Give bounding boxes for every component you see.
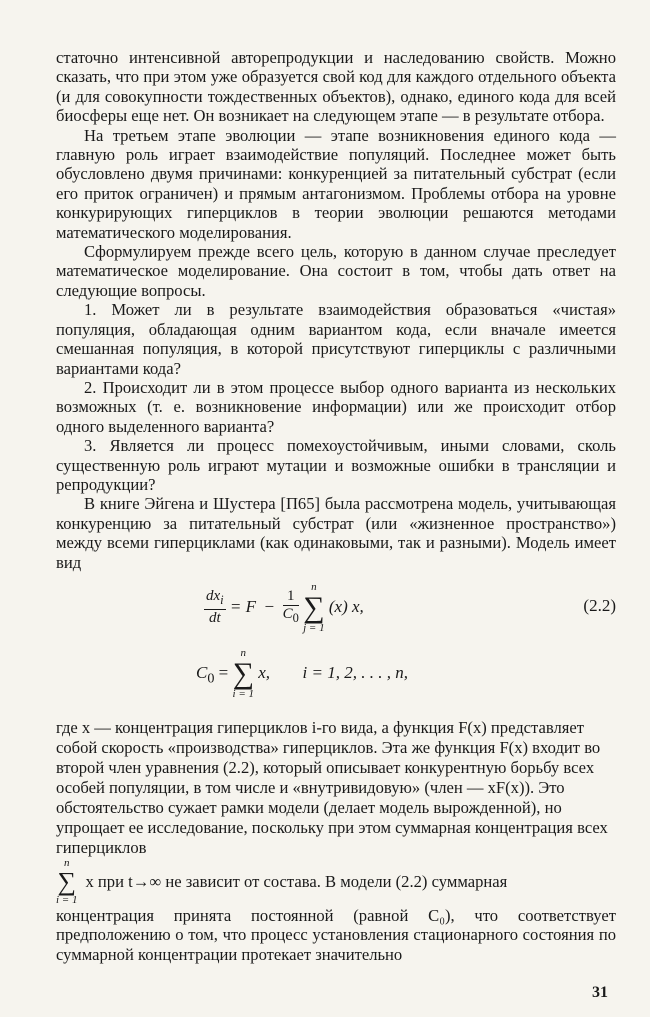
index-range: i = 1, 2, . . . , n, [302,662,408,682]
paragraph-explanation-cont: — концентрация гиперциклов i-го вида, а функция F(x) представляет собой скорость «производства» гиперциклов. Эта же функция F(x) входит во второй член уравнения (2.2), который описывает конкурентную борьбу всех особей популяции, в том числе и «внутривидовую» (член — xF(x)). Это обстоятельство сужает рамки модели (делает модель вырожденной), но упрощает ее исследование, поскольку при этом суммарная концентрация всех гиперциклов [56,717,608,857]
equation-number: (2.2) [583,595,616,615]
page-body [56,48,616,964]
question-1: 1. Может ли в результате взаимодействия образоваться «чистая» популяция, обладающая одним вариантом кода, если вначале имеется смешанная популяция, в которой присутствуют гиперциклы с различными вариантами кода? [56,300,616,378]
rhs-term-1: = F [229,596,257,616]
paragraph-final: концентрация принята постоянной (равной C₀), что соответствует предположению о том, что процесс установления стационарного состояния по суммарной концентрации протекает значительно [56,905,616,964]
page-number: 31 [592,984,608,1001]
derivative-fraction: $\frac{dx_i}{dt}$ [206,588,224,627]
equation-2-2 [56,578,616,714]
equation-line-1: $\frac{dx_i}{dt}$ = F − $\frac{1}{C_0}$ n ∑ j = 1 (x) x, [206,580,364,634]
rhs-term-2: (x) x, [328,596,364,616]
inline-sum-text: x при t→∞ не зависит от состава. В модели (2.2) суммарная [85,872,508,892]
paragraph-explanation: где x [56,717,91,737]
inline-sum-line [56,858,616,906]
paragraph-2: На третьем этапе эволюции — этапе возникновения единого кода — главную роль играет взаимодействие популяций. Последнее может быть обусловлено двумя причинами: конкуренцией за питательный субстрат (если его приток ограничен) и прямым антагонизмом. Проблемы отбора на уровне конкурирующих гиперциклов в теории эволюции решаются методами математического моделирования. [56,125,616,242]
paragraph-1: статочно интенсивной авторепродукции и наследованию свойств. Можно сказать, что при этом уже образуется свой код для каждого отдельного объекта (и для совокупности тождественных объектов), однако, единого кода для всей биосферы еще нет. Он возникает на следующем этапе — в результате отбора. [56,48,616,126]
equation-line-2: $C_0$ = n ∑ i = 1 x, i = 1, 2, . . . , n, [196,646,408,700]
sum-symbol-i: n ∑ i = 1 [232,646,254,700]
question-3: 3. Является ли процесс помехоустойчивым, иными словами, сколь существенную роль играют мутации и возможные ошибки в трансляции и репродукции? [56,436,616,494]
paragraph-model: В книге Эйгена и Шустера [П65] была рассмотрена модель, учитывающая конкуренцию за питательный субстрат (или «жизненное пространство») между всеми гиперциклами (как одинаковыми, так и разными). Модель имеет вид [56,494,616,572]
inverse-c0-fraction: $\frac{1}{C_0}$ [282,588,299,626]
paragraph-3: Сформулируем прежде всего цель, которую в данном случае преследует математическое моделирование. Она состоит в том, чтобы дать ответ на следующие вопросы. [56,242,616,300]
sum-symbol-j: n ∑ j = 1 [303,580,325,634]
question-2: 2. Происходит ли в этом процессе выбор одного варианта из нескольких возможных (т. е. возникновение информации) или же происходит отбор одного выделенного варианта? [56,377,616,436]
inline-sum-symbol: n ∑ i = 1 [56,856,78,906]
